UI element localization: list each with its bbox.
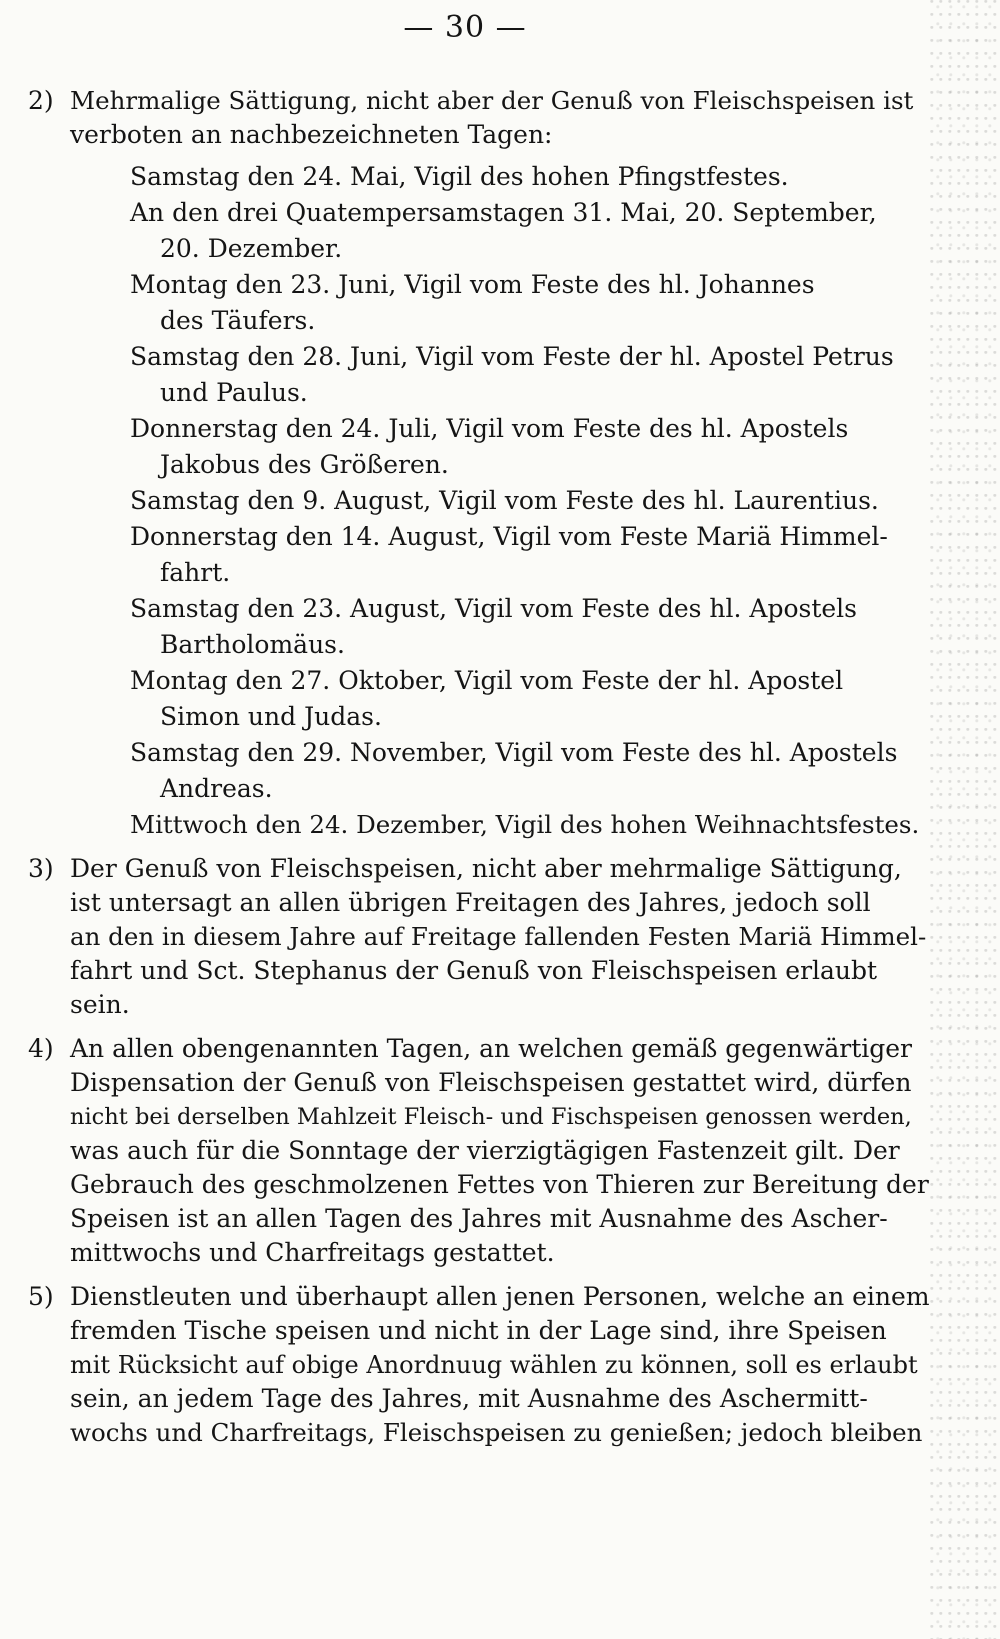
scan-edge-noise bbox=[930, 0, 1000, 1639]
date-line-3: 20. Dezember. bbox=[160, 234, 343, 263]
date-line-8: Donnerstag den 24. Juli, Vigil vom Feste des hl. Apostels bbox=[130, 414, 849, 443]
date-line-14: Bartholomäus. bbox=[160, 630, 345, 659]
date-line-11: Donnerstag den 14. August, Vigil vom Feste Mariä Himmel- bbox=[130, 522, 888, 551]
section-5-line-1: Dienstleuten und überhaupt allen jenen Personen, welche an einem bbox=[70, 1282, 930, 1311]
date-line-7: und Paulus. bbox=[160, 378, 308, 407]
section-3-line-1: Der Genuß von Fleischspeisen, nicht aber mehrmalige Sättigung, bbox=[70, 854, 902, 883]
section-3-line-4: fahrt und Sct. Stephanus der Genuß von Fleischspeisen erlaubt bbox=[70, 956, 878, 985]
date-line-12: fahrt. bbox=[160, 558, 231, 587]
section-3-line-5: sein. bbox=[70, 990, 130, 1019]
section-4-line-2: Dispensation der Genuß von Fleischspeisen gestattet wird, dürfen bbox=[70, 1068, 912, 1097]
date-line-18: Andreas. bbox=[160, 774, 273, 803]
date-line-16: Simon und Judas. bbox=[160, 702, 382, 731]
section-4-line-6: Speisen ist an allen Tagen des Jahres mit Ausnahme des Ascher- bbox=[70, 1204, 888, 1233]
section-4-line-3: nicht bei derselben Mahlzeit Fleisch- und Fischspeisen genossen werden, bbox=[70, 1104, 912, 1130]
section-5-line-5: wochs und Charfreitags, Fleischspeisen zu genießen; jedoch bleiben bbox=[70, 1418, 923, 1447]
section-4-line-5: Gebrauch des geschmolzenen Fettes von Thieren zur Bereitung der bbox=[70, 1170, 929, 1199]
section-5-line-2: fremden Tische speisen und nicht in der Lage sind, ihre Speisen bbox=[70, 1316, 887, 1345]
page-number: — 30 — bbox=[403, 10, 527, 45]
section-4-line-1: An allen obengenannten Tagen, an welchen gemäß gegenwärtiger bbox=[70, 1034, 913, 1063]
section-5-line-4: sein, an jedem Tage des Jahres, mit Ausnahme des Aschermitt- bbox=[70, 1384, 868, 1413]
date-line-5: des Täufers. bbox=[160, 306, 316, 335]
date-line-10: Samstag den 9. August, Vigil vom Feste des hl. Laurentius. bbox=[130, 486, 879, 515]
section-2-line-2: verboten an nachbezeichneten Tagen: bbox=[70, 120, 553, 149]
section-5-number: 5) bbox=[28, 1282, 54, 1311]
section-3-line-3: an den in diesem Jahre auf Freitage fallenden Festen Mariä Himmel- bbox=[70, 922, 927, 951]
date-line-13: Samstag den 23. August, Vigil vom Feste des hl. Apostels bbox=[130, 594, 857, 623]
section-2-line-1: Mehrmalige Sättigung, nicht aber der Genuß von Fleischspeisen ist bbox=[70, 86, 914, 115]
date-line-19: Mittwoch den 24. Dezember, Vigil des hohen Weihnachtsfestes. bbox=[130, 810, 920, 839]
section-3-number: 3) bbox=[28, 854, 54, 883]
date-line-9: Jakobus des Größeren. bbox=[160, 450, 449, 479]
date-line-15: Montag den 27. Oktober, Vigil vom Feste der hl. Apostel bbox=[130, 666, 844, 695]
date-line-4: Montag den 23. Juni, Vigil vom Feste des hl. Johannes bbox=[130, 270, 815, 299]
section-4-line-4: was auch für die Sonntage der vierzigtägigen Fastenzeit gilt. Der bbox=[70, 1136, 900, 1165]
section-2-number: 2) bbox=[28, 86, 54, 115]
date-line-17: Samstag den 29. November, Vigil vom Feste des hl. Apostels bbox=[130, 738, 898, 767]
date-line-6: Samstag den 28. Juni, Vigil vom Feste der hl. Apostel Petrus bbox=[130, 342, 894, 371]
section-5-line-3: mit Rücksicht auf obige Anordnuug wählen zu können, soll es erlaubt bbox=[70, 1351, 918, 1379]
date-line-2: An den drei Quatempersamstagen 31. Mai, 20. September, bbox=[130, 198, 877, 227]
date-line-1: Samstag den 24. Mai, Vigil des hohen Pfingstfestes. bbox=[130, 162, 789, 191]
section-4-number: 4) bbox=[28, 1034, 54, 1063]
section-3-line-2: ist untersagt an allen übrigen Freitagen des Jahres, jedoch soll bbox=[70, 888, 871, 917]
section-4-line-7: mittwochs und Charfreitags gestattet. bbox=[70, 1238, 555, 1267]
